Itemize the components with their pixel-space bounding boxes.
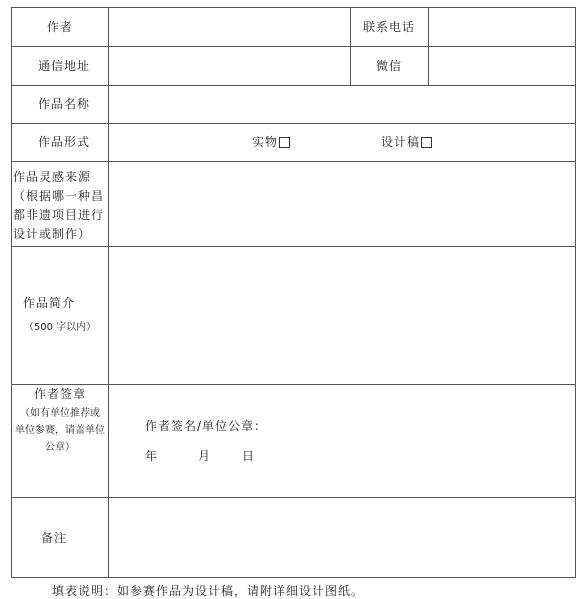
signature-sub-line: （如有单位推荐或 [20, 408, 100, 419]
signature-label: 作者签章 [33, 387, 87, 401]
entry-form-table [11, 7, 576, 578]
signature-sub-line: 单位参赛，请盖单位 [15, 425, 105, 436]
work-title-label: 作品名称 [37, 97, 91, 111]
design-checkbox[interactable] [421, 137, 432, 148]
phone-field[interactable] [429, 8, 575, 46]
date-month: 月 [198, 449, 212, 463]
signature-sub-line: 公章） [45, 442, 75, 453]
inspiration-label-line: 都非遗项目进行 [13, 208, 105, 222]
option-physical-label: 实物 [252, 135, 279, 149]
date-day: 日 [242, 449, 256, 463]
intro-label: 作品简介 [22, 296, 76, 310]
intro-field[interactable] [109, 247, 575, 384]
author-label: 作者 [46, 20, 74, 34]
inspiration-label-line: （根据哪一种昌 [13, 189, 105, 203]
address-label: 通信地址 [37, 59, 91, 73]
option-design [381, 135, 432, 149]
signature-sub-note [15, 405, 105, 456]
remarks-label: 备注 [40, 531, 68, 545]
option-design-label: 设计稿 [381, 135, 421, 149]
intro-limit-note: （500 字以内） [23, 322, 97, 333]
work-form-label: 作品形式 [37, 135, 91, 149]
work-title-field[interactable] [109, 86, 575, 123]
physical-checkbox[interactable] [279, 137, 290, 148]
inspiration-label-line: 作品灵感来源 [13, 170, 92, 184]
phone-label: 联系电话 [362, 20, 416, 34]
wechat-field[interactable] [429, 47, 575, 85]
inspiration-field[interactable] [109, 162, 575, 246]
signature-prompt: 作者签名/单位公章： [145, 419, 268, 433]
wechat-label: 微信 [375, 59, 403, 73]
inspiration-label-line: 设计或制作） [13, 227, 92, 241]
address-field[interactable] [109, 47, 350, 85]
row-divider [12, 123, 575, 124]
option-physical [252, 135, 290, 149]
date-year: 年 [145, 449, 159, 463]
footer-instruction: 填表说明：如参赛作品为设计稿，请附详细设计图纸。 [52, 584, 365, 598]
author-field[interactable] [109, 8, 350, 46]
row-divider [12, 384, 575, 385]
column-divider [350, 8, 351, 85]
remarks-field[interactable] [109, 498, 575, 578]
inspiration-label [13, 168, 104, 244]
